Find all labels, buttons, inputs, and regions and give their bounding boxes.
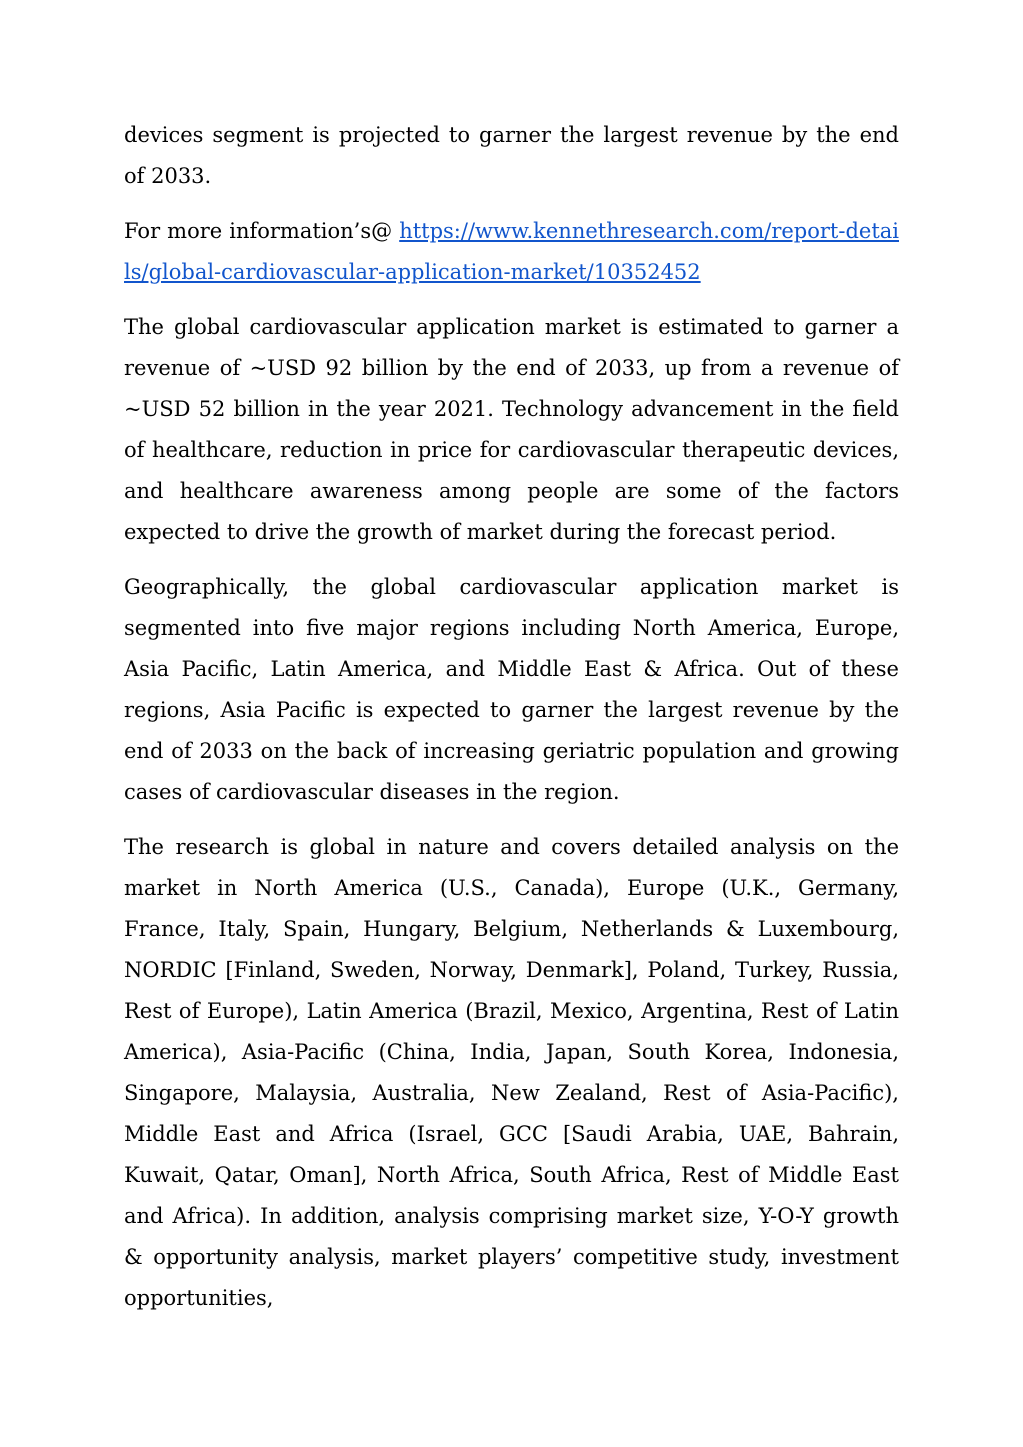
more-info-label: For more information’s@ [124, 219, 400, 243]
paragraph-devices-segment: devices segment is projected to garner the largest revenue by the end of 2033. [124, 123, 899, 188]
paragraph-geography: Geographically, the global cardiovascular application market is segmented into five major regions including North America, Europe, Asia Pacific, Latin America, and Middle East & Africa. Out of these regions, Asia Pacific is expected to garner the largest revenue by the end of 2033 on the back of increasing geriatric population and growing cases of cardiovascular diseases in the region. [124, 575, 899, 804]
document-page [124, 115, 899, 1333]
paragraph-more-info [124, 211, 899, 293]
paragraph-market-estimate: The global cardiovascular application market is estimated to garner a revenue of ~USD 92 billion by the end of 2033, up from a revenue of ~USD 52 billion in the year 2021. Technology advancement in the field of healthcare, reduction in price for cardiovascular therapeutic devices, and healthcare awareness among people are some of the factors expected to drive the growth of market during the forecast period. [124, 315, 899, 544]
paragraph-research-scope: The research is global in nature and covers detailed analysis on the market in North America (U.S., Canada), Europe (U.K., Germany, France, Italy, Spain, Hungary, Belgium, Netherlands & Luxembourg, NORDIC [Finland, Sweden, Norway, Denmark], Poland, Turkey, Russia, Rest of Europe), Latin America (Brazil, Mexico, Argentina, Rest of Latin America), Asia-Pacific (China, India, Japan, South Korea, Indonesia, Singapore, Malaysia, Australia, New Zealand, Rest of Asia-Pacific), Middle East and Africa (Israel, GCC [Saudi Arabia, UAE, Bahrain, Kuwait, Qatar, Oman], North Africa, South Africa, Rest of Middle East and Africa). In addition, analysis comprising market size, Y-O-Y growth & opportunity analysis, market players’ competitive study, investment opportunities, [124, 835, 899, 1310]
report-link[interactable]: https://www.kennethresearch.com/report-details/global-cardiovascular-application-market/10352452 [124, 219, 899, 284]
